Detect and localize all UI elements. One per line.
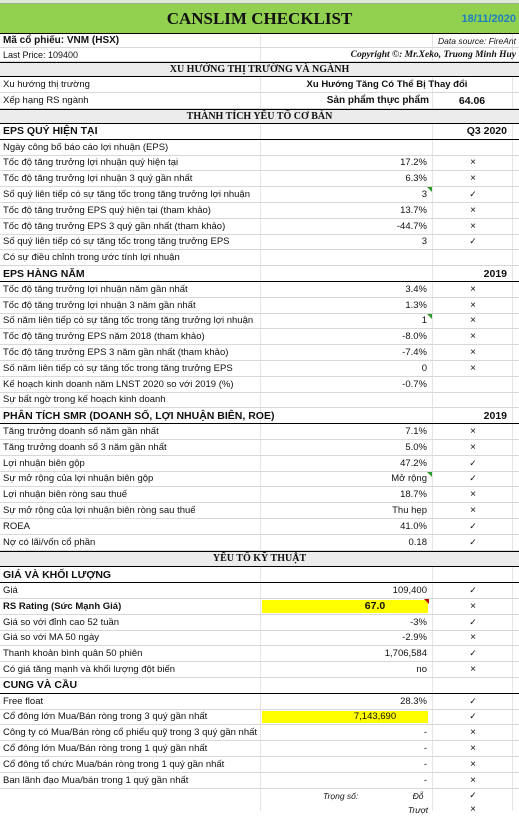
row-label: Tốc độ tăng trưởng EPS năm 2018 (tham khảo) — [3, 331, 205, 343]
cross-icon: × — [470, 727, 476, 739]
row-value: Thu hẹp — [392, 505, 427, 517]
check-icon: ✓ — [469, 585, 477, 596]
comment-indicator-icon — [427, 187, 432, 192]
cross-icon: × — [470, 774, 476, 786]
cross-icon: × — [470, 804, 476, 816]
table-row — [0, 393, 519, 409]
stock-row — [0, 34, 519, 48]
copyright: Copyright ©: Mr.Xeko, Truong Minh Huy — [350, 49, 516, 60]
table-row — [0, 583, 519, 599]
row-value: 3.4% — [405, 283, 427, 295]
row-value: 3 — [421, 236, 427, 248]
cross-icon: × — [470, 426, 476, 438]
check-icon: ✓ — [469, 189, 477, 200]
check-icon: ✓ — [469, 473, 477, 484]
row-value: - — [423, 758, 427, 770]
last-price: Last Price: 109400 — [3, 49, 79, 60]
row-value: 7,143,690 — [353, 711, 397, 723]
table-row — [0, 250, 519, 266]
sheet-title: CANSLIM CHECKLIST — [166, 8, 353, 28]
table-row — [0, 519, 519, 535]
row-value: 1 — [421, 315, 427, 327]
cross-icon: × — [470, 664, 476, 676]
row-value: 47.2% — [400, 457, 427, 469]
table-row — [0, 535, 519, 551]
row-value: 109,400 — [392, 585, 427, 597]
table-row — [0, 171, 519, 187]
table-row — [0, 187, 519, 203]
row-label: Cổ đông lớn Mua/Bán ròng trong 3 quý gần nhất — [3, 711, 208, 723]
cross-icon — [438, 393, 508, 408]
cross-icon: × — [470, 204, 476, 216]
row-value: 17.2% — [400, 157, 427, 169]
sheet-date: 18/11/2020 — [461, 12, 516, 25]
row-value: Mở rộng — [391, 473, 427, 485]
row-value — [320, 140, 430, 155]
cross-icon: × — [470, 331, 476, 343]
row-label: Có giá tăng mạnh và khối lượng đột biến — [3, 664, 176, 676]
row-value: 67.0 — [364, 600, 386, 613]
comment-indicator-icon — [427, 314, 432, 319]
row-label: Giá — [3, 585, 18, 597]
table-row — [0, 694, 519, 710]
price-copyright-row — [0, 48, 519, 62]
row-label: Thanh khoản bình quân 50 phiên — [3, 648, 143, 660]
row-label: Tăng trưởng doanh số năm gần nhất — [3, 426, 159, 438]
industry-rs-label: Xếp hạng RS ngành — [3, 95, 89, 106]
check-icon: ✓ — [469, 520, 477, 531]
table-row — [0, 219, 519, 235]
table-row — [0, 631, 519, 647]
table-row — [0, 773, 519, 789]
eps-annual-header-row — [0, 266, 519, 282]
smr-header-row — [0, 408, 519, 424]
row-value: 5.0% — [405, 441, 427, 453]
row-label: Tăng trưởng doanh số 3 năm gần nhất — [3, 441, 167, 453]
row-label: Cổ đông tổ chức Mua/bán ròng trong 1 quý gần nhất — [3, 758, 225, 770]
cross-icon: × — [470, 489, 476, 501]
check-icon: ✓ — [469, 236, 477, 247]
row-value: -7.4% — [402, 347, 427, 359]
table-row — [0, 741, 519, 757]
row-value — [320, 250, 430, 265]
table-row — [0, 440, 519, 456]
title-row — [0, 4, 519, 34]
table-row — [0, 456, 519, 472]
basic-header-text: THÀNH TÍCH YẾU TỐ CƠ BẢN — [186, 111, 333, 122]
row-value: -3% — [410, 616, 427, 628]
row-label: Số quý liên tiếp có sự tăng tốc trong tăng trưởng EPS — [3, 236, 230, 248]
row-value: -0.7% — [402, 378, 427, 390]
check-icon: ✓ — [469, 695, 477, 706]
check-icon: ✓ — [469, 457, 477, 468]
row-value: 28.3% — [400, 695, 427, 707]
table-row — [0, 140, 519, 156]
eps-quarter-header-row — [0, 124, 519, 140]
row-label: Tốc độ tăng trưởng EPS 3 năm gần nhất (tham khảo) — [3, 347, 229, 359]
price-volume-header-row — [0, 567, 519, 583]
check-icon: ✓ — [469, 616, 477, 627]
table-row — [0, 282, 519, 298]
row-value: - — [423, 727, 427, 739]
cross-icon — [438, 377, 508, 392]
cross-icon: × — [470, 157, 476, 169]
cross-icon: × — [470, 758, 476, 770]
row-label: Tốc độ tăng trưởng lợi nhuận năm gần nhất — [3, 283, 188, 295]
table-row — [0, 314, 519, 330]
cross-icon: × — [470, 600, 476, 612]
cross-icon: × — [470, 505, 476, 517]
table-row — [0, 599, 519, 615]
row-label: Cổ đông lớn Mua/Bán ròng trong 1 quý gần nhất — [3, 743, 208, 755]
row-label: Nợ có lãi/vốn cổ phần — [3, 536, 96, 548]
row-label: RS Rating (Sức Mạnh Giá) — [3, 600, 122, 612]
eps-quarter-title: EPS QUÝ HIỆN TẠI — [3, 125, 98, 138]
row-label: Tốc độ tăng trưởng lợi nhuận quý hiện tại — [3, 157, 179, 169]
row-value: - — [423, 743, 427, 755]
industry-rs-value: 64.06 — [458, 94, 486, 107]
row-value: 3 — [421, 189, 427, 201]
row-value: -8.0% — [402, 331, 427, 343]
market-trend-row — [0, 77, 519, 93]
market-trend-value: Xu Hướng Tăng Có Thể Bị Thay đổi — [306, 79, 468, 90]
row-label: Lợi nhuận biên gộp — [3, 457, 85, 469]
row-label: Tốc độ tăng trưởng lợi nhuận 3 quý gần nhất — [3, 173, 193, 185]
cross-icon: × — [470, 362, 476, 374]
row-value: 18.7% — [400, 489, 427, 501]
basic-header — [0, 109, 519, 124]
smr-title: PHÂN TÍCH SMR (DOANH SỐ, LỢI NHUẬN BIÊN, ROE) — [3, 409, 275, 422]
comment-indicator-icon — [427, 472, 432, 477]
cross-icon: × — [470, 299, 476, 311]
weight-label: Trọng số: — [323, 790, 359, 801]
table-row — [0, 377, 519, 393]
row-value: 0.18 — [408, 536, 427, 548]
row-value: 13.7% — [400, 204, 427, 216]
row-value: 41.0% — [400, 520, 427, 532]
eps-annual-period: 2019 — [483, 267, 507, 280]
table-row — [0, 662, 519, 678]
cross-icon: × — [470, 347, 476, 359]
row-label: Số quý liên tiếp có sự tăng tốc trong tăng trưởng lợi nhuận — [3, 189, 250, 201]
table-row — [0, 725, 519, 741]
row-value — [320, 393, 430, 408]
row-label: Ban lãnh đạo Mua/bán trong 1 quý gần nhất — [3, 774, 189, 786]
cross-icon — [438, 140, 508, 155]
row-value: no — [416, 664, 427, 676]
table-row — [0, 472, 519, 488]
row-value: 1,706,584 — [384, 648, 427, 660]
row-label: Lợi nhuận biên ròng sau thuế — [3, 489, 128, 501]
row-label: Ngày công bố báo cáo lợi nhuận (EPS) — [3, 141, 169, 153]
stock-label: Mã cổ phiếu: VNM (HSX) — [3, 35, 120, 46]
technical-header-text: YẾU TỐ KỸ THUẬT — [212, 553, 307, 565]
cross-icon: × — [470, 315, 476, 327]
table-row — [0, 345, 519, 361]
row-label: Tốc độ tăng trưởng EPS quý hiện tại (tham khảo) — [3, 204, 211, 216]
row-label: Sự bất ngờ trong kế hoạch kinh doanh — [3, 394, 166, 406]
table-row — [0, 361, 519, 377]
row-value: -2.9% — [402, 632, 427, 644]
table-row — [0, 235, 519, 251]
row-value: 0 — [421, 362, 427, 374]
table-row — [0, 203, 519, 219]
technical-header — [0, 551, 519, 568]
industry-rs-row — [0, 93, 519, 109]
smr-period: 2019 — [483, 409, 507, 422]
table-row — [0, 757, 519, 773]
comment-indicator-icon — [424, 599, 429, 604]
row-label: Sự mở rộng của lợi nhuận biên gộp — [3, 473, 154, 485]
footer-fail-row — [0, 803, 519, 817]
row-label: Có sự điều chỉnh trong ước tính lợi nhuận — [3, 252, 180, 264]
cross-icon — [438, 250, 508, 265]
row-label: Kế hoạch kinh doanh năm LNST 2020 so với 2019 (%) — [3, 378, 234, 390]
table-row — [0, 615, 519, 631]
cross-icon: × — [470, 283, 476, 295]
cross-icon: × — [470, 743, 476, 755]
table-row — [0, 710, 519, 726]
eps-annual-title: EPS HÀNG NĂM — [3, 267, 85, 280]
row-label: Số năm liên tiếp có sự tăng tốc trong tăng trưởng lợi nhuận — [3, 315, 254, 327]
row-value: - — [423, 774, 427, 786]
pass-label: Đỗ — [412, 790, 424, 801]
data-source: Data source: FireAnt — [438, 35, 516, 46]
check-icon: ✓ — [469, 790, 477, 801]
row-label: Sự mở rộng của lợi nhuận biên ròng sau thuế — [3, 505, 196, 517]
table-row — [0, 487, 519, 503]
row-label: Công ty có Mua/Bán ròng cổ phiếu quỹ trong 3 quý gần nhất — [3, 727, 258, 739]
cross-icon: × — [470, 173, 476, 185]
row-label: Giá so với MA 50 ngày — [3, 632, 99, 644]
supply-demand-title: CUNG VÀ CẦU — [3, 679, 78, 692]
cross-icon: × — [470, 220, 476, 232]
table-row — [0, 298, 519, 314]
industry-name: Sản phẩm thực phẩm — [326, 95, 429, 106]
eps-quarter-period: Q3 2020 — [466, 125, 507, 138]
row-label: ROEA — [3, 520, 30, 532]
price-volume-title: GIÁ VÀ KHỐI LƯỢNG — [3, 568, 112, 581]
row-value: 6.3% — [405, 173, 427, 185]
check-icon: ✓ — [469, 648, 477, 659]
table-row — [0, 329, 519, 345]
market-header-text: XU HƯỚNG THỊ TRƯỜNG VÀ NGÀNH — [169, 64, 350, 75]
table-row — [0, 503, 519, 519]
footer-pass-row — [0, 789, 519, 803]
row-value: 1.3% — [405, 299, 427, 311]
row-value: -44.7% — [396, 220, 427, 232]
check-icon: ✓ — [469, 536, 477, 547]
table-row — [0, 646, 519, 662]
table-row — [0, 156, 519, 172]
check-icon: ✓ — [469, 711, 477, 722]
fail-label: Trượt — [407, 804, 429, 815]
cross-icon: × — [470, 632, 476, 644]
market-trend-label: Xu hướng thị trường — [3, 79, 90, 90]
row-label: Free float — [3, 695, 44, 707]
row-label: Tốc độ tăng trưởng EPS 3 quý gần nhất (tham khảo) — [3, 220, 226, 232]
supply-demand-header-row — [0, 678, 519, 694]
row-label: Tốc độ tăng trưởng lợi nhuận 3 năm gần nhất — [3, 299, 196, 311]
table-row — [0, 424, 519, 440]
row-value: 7.1% — [405, 426, 427, 438]
row-label: Số năm liên tiếp có sự tăng tốc trong tăng trưởng EPS — [3, 362, 233, 374]
cross-icon: × — [470, 441, 476, 453]
market-header — [0, 62, 519, 77]
row-label: Giá so với đỉnh cao 52 tuần — [3, 616, 120, 628]
